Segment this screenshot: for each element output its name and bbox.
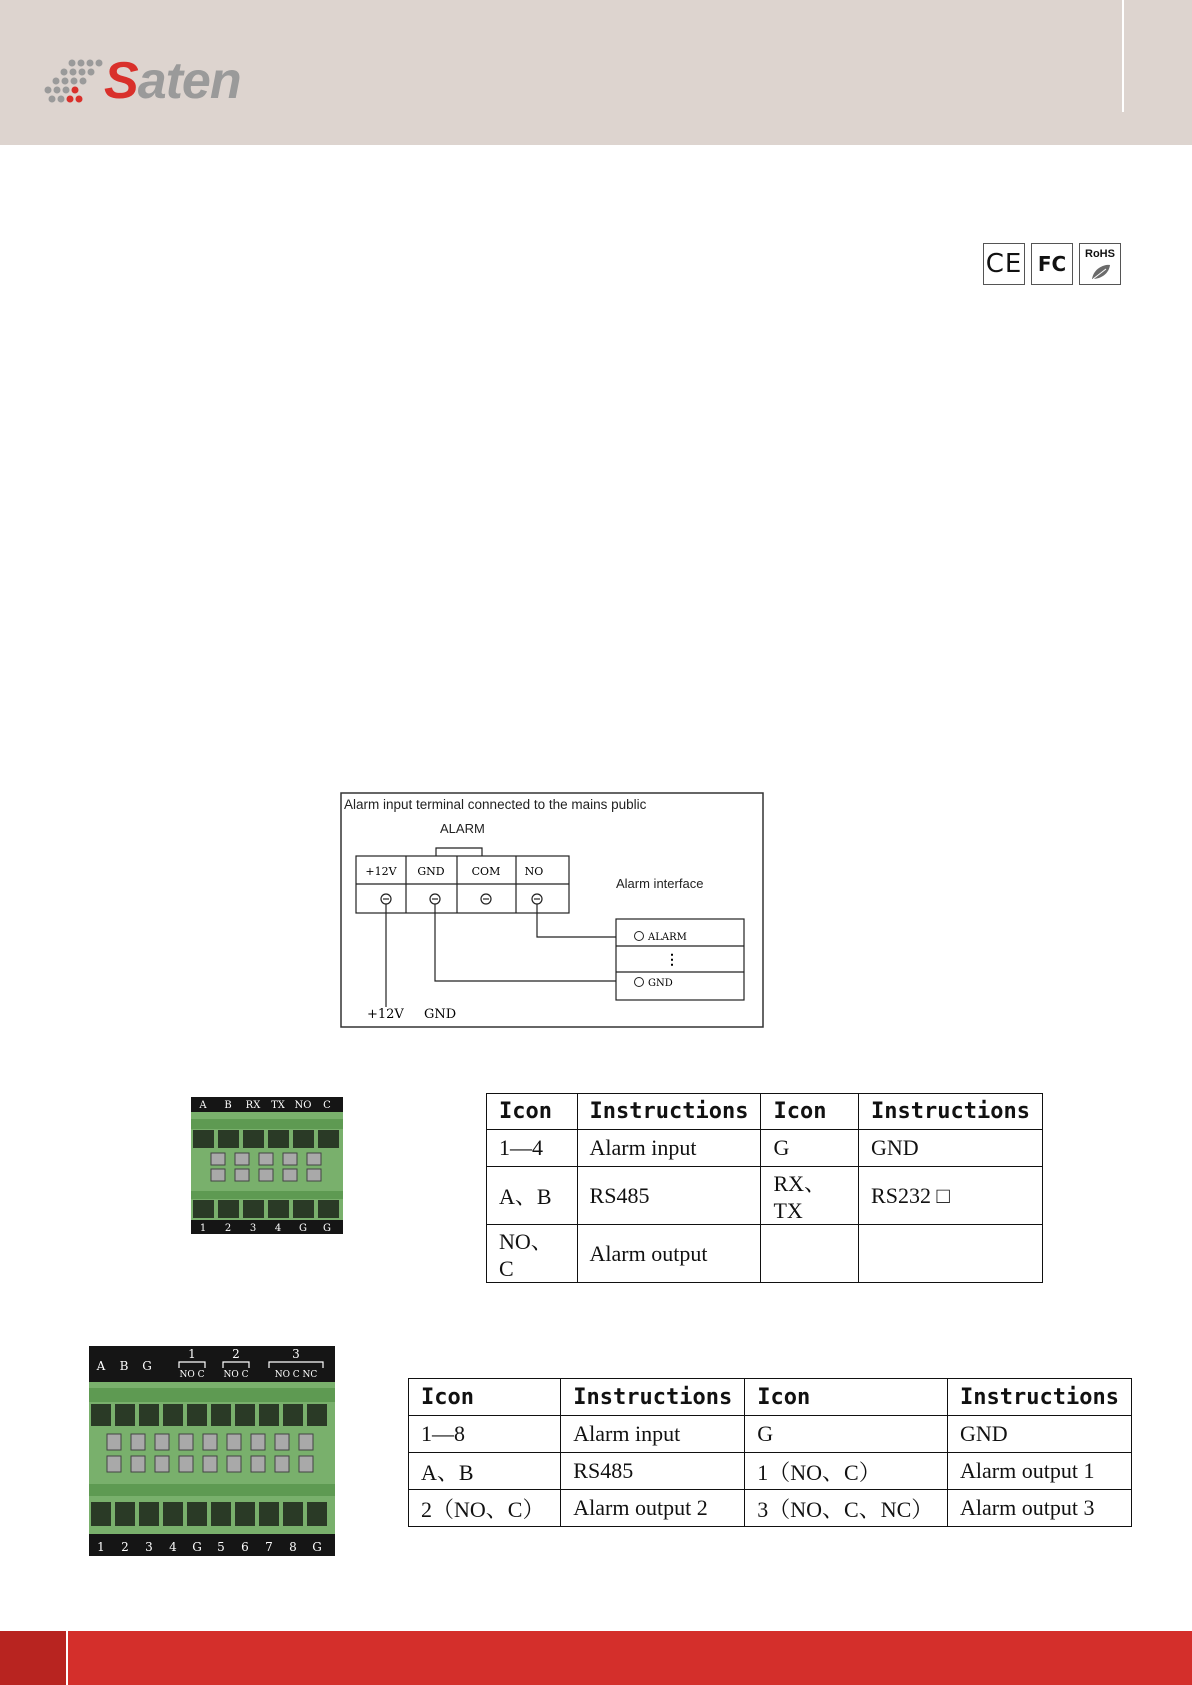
page-footer xyxy=(0,1631,1192,1685)
table-row xyxy=(409,1490,1132,1527)
logo-dots-icon xyxy=(42,55,104,111)
table-cell: Alarm output 2 xyxy=(561,1490,745,1527)
t2-group-2: 2 xyxy=(232,1347,240,1361)
t2-bottom-6: 6 xyxy=(241,1540,249,1554)
t1-label-no: NO xyxy=(294,1100,312,1111)
table-cell xyxy=(859,1225,1043,1283)
t2-bottom-4: 4 xyxy=(169,1540,177,1554)
table-cell: RS485 xyxy=(577,1167,761,1225)
alarm-interface-label: Alarm interface xyxy=(616,876,704,891)
t2-label-b: B xyxy=(119,1359,129,1373)
t2-header-instructions-2: Instructions xyxy=(948,1379,1132,1416)
t2-header-icon-2: Icon xyxy=(745,1379,948,1416)
interface-gnd: GND xyxy=(648,978,673,989)
t1-bottom-g2: G xyxy=(323,1223,331,1234)
terminal-com: COM xyxy=(471,865,501,878)
t2-bottom-g1: G xyxy=(192,1540,202,1554)
svg-text:⋮: ⋮ xyxy=(665,952,679,968)
table-row xyxy=(409,1453,1132,1490)
t2-bottom-1: 1 xyxy=(97,1540,105,1554)
t2-bottom-2: 2 xyxy=(121,1540,129,1554)
t2-group-3: 3 xyxy=(292,1347,300,1361)
t1-bottom-3: 3 xyxy=(249,1223,257,1234)
terminal-no: NO xyxy=(524,865,544,878)
t1-label-c: C xyxy=(323,1100,331,1111)
t2-bottom-7: 7 xyxy=(265,1540,273,1554)
rohs-mark-icon: RoHS xyxy=(1079,243,1121,285)
t2-header-instructions: Instructions xyxy=(561,1379,745,1416)
table-cell: 1—8 xyxy=(409,1416,561,1453)
table-cell: GND xyxy=(948,1416,1132,1453)
t1-header-icon: Icon xyxy=(487,1094,578,1130)
t2-group-3-sub: NO C NC xyxy=(274,1370,318,1380)
t2-label-g: G xyxy=(142,1359,152,1373)
table-cell: 1—4 xyxy=(487,1130,578,1167)
ce-mark-icon: CE xyxy=(983,243,1025,285)
terminal-block-1 xyxy=(191,1097,343,1234)
t2-header-icon: Icon xyxy=(409,1379,561,1416)
header-divider xyxy=(1122,0,1124,112)
t1-label-a: A xyxy=(199,1100,207,1111)
table-cell: G xyxy=(761,1130,859,1167)
bottom-12v: +12V xyxy=(367,1007,404,1022)
table-cell: Alarm output 1 xyxy=(948,1453,1132,1490)
diagram-title: Alarm input terminal connected to the mains public xyxy=(344,797,647,812)
table-row xyxy=(487,1130,1043,1167)
table-cell: Alarm output xyxy=(577,1225,761,1283)
table-cell: Alarm input xyxy=(561,1416,745,1453)
terminal-gnd: GND xyxy=(417,865,445,878)
t2-group-1-sub: NO C xyxy=(179,1370,205,1380)
table-cell: 3（NO、C、NC） xyxy=(745,1490,948,1527)
table-cell: 1（NO、C） xyxy=(745,1453,948,1490)
terminal-table-2 xyxy=(408,1378,1132,1527)
t1-bottom-4: 4 xyxy=(274,1223,282,1234)
t1-bottom-g1: G xyxy=(299,1223,307,1234)
t2-group-2-sub: NO C xyxy=(223,1370,249,1380)
table-cell: RS232 □ xyxy=(859,1167,1043,1225)
t1-label-tx: TX xyxy=(271,1100,285,1111)
t1-header-instructions: Instructions xyxy=(577,1094,761,1130)
footer-page-block xyxy=(0,1631,68,1685)
t2-bottom-5: 5 xyxy=(217,1540,225,1554)
table-cell: A、B xyxy=(487,1167,578,1225)
t1-bottom-2: 2 xyxy=(224,1223,232,1234)
alarm-wiring-diagram xyxy=(340,792,764,1028)
table-cell: RS485 xyxy=(561,1453,745,1490)
terminal-table-1 xyxy=(486,1093,1043,1283)
t2-bottom-g2: G xyxy=(312,1540,322,1554)
bottom-gnd: GND xyxy=(424,1007,457,1022)
alarm-label: ALARM xyxy=(440,821,485,836)
table-row xyxy=(409,1416,1132,1453)
table-cell: Alarm input xyxy=(577,1130,761,1167)
t2-group-1: 1 xyxy=(188,1347,196,1361)
t1-label-rx: RX xyxy=(245,1100,261,1111)
table-cell: G xyxy=(745,1416,948,1453)
table-row xyxy=(487,1225,1043,1283)
table-row xyxy=(487,1167,1043,1225)
table-cell: NO、C xyxy=(487,1225,578,1283)
table-cell: 2（NO、C） xyxy=(409,1490,561,1527)
t2-bottom-8: 8 xyxy=(289,1540,297,1554)
t1-header-icon-2: Icon xyxy=(761,1094,859,1130)
interface-alarm: ALARM xyxy=(648,932,687,943)
t2-label-a: A xyxy=(96,1359,106,1373)
table-cell: A、B xyxy=(409,1453,561,1490)
table-cell: GND xyxy=(859,1130,1043,1167)
terminal-block-2 xyxy=(89,1346,335,1556)
table-cell xyxy=(761,1225,859,1283)
terminal-12v: +12V xyxy=(365,865,397,878)
t1-bottom-1: 1 xyxy=(199,1223,207,1234)
fcc-mark-icon: FC xyxy=(1031,243,1073,285)
table-cell: Alarm output 3 xyxy=(948,1490,1132,1527)
table-cell: RX、TX xyxy=(761,1167,859,1225)
t2-bottom-3: 3 xyxy=(145,1540,153,1554)
brand-wordmark: Saten xyxy=(104,52,241,110)
t1-header-instructions-2: Instructions xyxy=(859,1094,1043,1130)
t1-label-b: B xyxy=(224,1100,232,1111)
saten-logo xyxy=(42,52,292,115)
